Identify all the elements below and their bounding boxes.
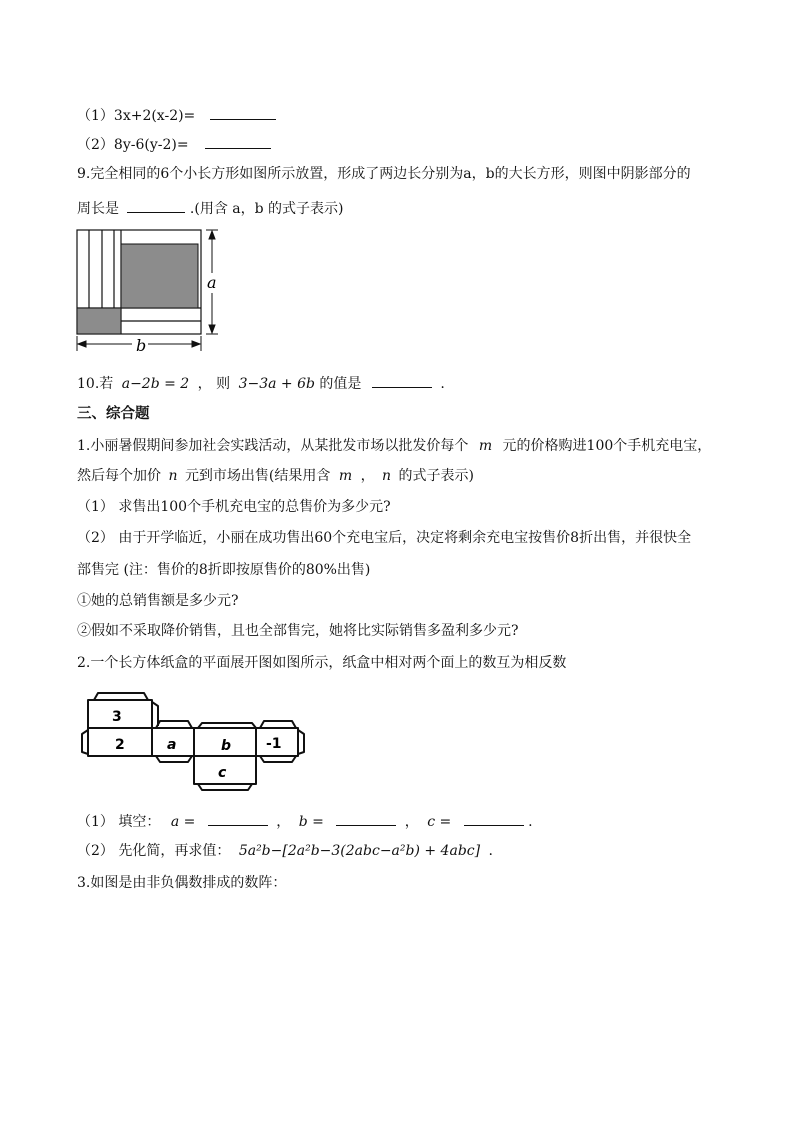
p1-text-a-post: 元的价格购进100个手机充电宝，	[502, 438, 712, 454]
p2q2-expression: 5a²b−[2a²b−3(2abc−a²b) + 4abc]	[238, 843, 481, 859]
answer-blank-a[interactable]	[208, 811, 268, 826]
sep-2: ，	[404, 814, 419, 830]
arrow-up-icon	[209, 231, 215, 239]
q10-expression: 3−3a + 6b	[238, 376, 315, 392]
q9-suffix: .(用含 a，b 的式子表示)	[189, 201, 344, 217]
problem-1-line-1	[77, 437, 711, 455]
problem-3-text: 3.如图是由非负偶数排成的数阵：	[77, 875, 287, 891]
arrow-left-icon	[78, 341, 86, 347]
answer-blank-1[interactable]	[210, 105, 276, 120]
label-a-eq: a =	[170, 814, 196, 830]
question-9-line-1: 9.完全相同的6个小长方形如图所示放置，形成了两边长分别为a，b的大长方形，则图中阴影部分的	[77, 166, 691, 182]
problem-2-part-1	[77, 811, 533, 831]
var-m-2: m	[338, 468, 353, 484]
var-n: n	[168, 468, 178, 484]
expr-1: （1）3x+2(x-2)=	[77, 108, 196, 124]
p1-text-b-end: 的式子表示)	[398, 468, 474, 484]
q10-mid: ， 则	[197, 376, 231, 392]
p2q1-end: .	[528, 814, 533, 830]
var-m: m	[478, 438, 493, 454]
sep-1: ，	[276, 814, 291, 830]
label-b-eq: b =	[298, 814, 324, 830]
p1-text-a: 1.小丽暑假期间参加社会实践活动，从某批发市场以批发价每个	[77, 438, 469, 454]
question-9-line-2	[77, 198, 344, 218]
box-net-figure	[78, 688, 308, 798]
face-label-minus-1: -1	[266, 736, 282, 752]
label-a: a	[207, 273, 217, 292]
answer-blank-b[interactable]	[336, 811, 396, 826]
face-label-c: c	[218, 765, 227, 781]
question-10	[77, 373, 445, 393]
q9-prefix: 周长是	[77, 201, 119, 217]
section-heading: 三、综合题	[77, 406, 150, 422]
p2q1-prefix: （1） 填空：	[77, 814, 161, 830]
answer-blank-q10[interactable]	[372, 373, 432, 388]
p2q2-prefix: （2） 先化简，再求值：	[77, 843, 231, 859]
problem-1-part-2-line-1: （2） 由于开学临近，小丽在成功售出60个充电宝后，决定将剩余充电宝按售价8折出售，并很快全	[77, 530, 692, 546]
face-label-a: a	[167, 737, 177, 753]
shaded-region-small	[77, 308, 121, 334]
problem-1-sub-1: ①她的总销售额是多少元?	[77, 593, 239, 609]
face-label-b: b	[221, 738, 232, 754]
arrow-right-icon	[192, 341, 200, 347]
sub-question-1	[77, 105, 276, 125]
face-label-3: 3	[112, 709, 122, 725]
answer-blank-q9[interactable]	[127, 198, 185, 213]
label-b: b	[136, 336, 147, 355]
var-n-2: n	[382, 468, 392, 484]
q10-suffix: 的值是	[319, 376, 362, 392]
problem-1-part-2-line-2: 部售完 (注：售价的8折即按原售价的80%出售)	[77, 562, 371, 578]
comma: ，	[360, 468, 375, 484]
p1-text-b-post: 元到市场出售(结果用含	[184, 468, 331, 484]
p2q2-end: .	[488, 843, 493, 859]
problem-2-text: 2.一个长方体纸盒的平面展开图如图所示，纸盒中相对两个面上的数互为相反数	[77, 655, 567, 671]
answer-blank-2[interactable]	[205, 134, 271, 149]
label-c-eq: c =	[427, 814, 452, 830]
shaded-region-large	[121, 244, 198, 308]
q10-end: .	[440, 376, 445, 392]
problem-1-sub-2: ②假如不采取降价销售，且也全部售完，她将比实际销售多盈利多少元?	[77, 623, 519, 639]
face-label-2: 2	[115, 737, 125, 753]
expr-2: （2）8y-6(y-2)=	[77, 137, 189, 153]
rectangle-figure	[70, 225, 250, 355]
sub-question-2	[77, 134, 271, 154]
arrow-down-icon	[209, 325, 215, 333]
problem-2-part-2	[77, 842, 493, 860]
p1-text-b: 然后每个加价	[77, 468, 161, 484]
q10-condition: a−2b = 2	[121, 376, 190, 392]
problem-1-line-2	[77, 467, 474, 485]
problem-1-part-1: （1） 求售出100个手机充电宝的总售价为多少元?	[77, 499, 391, 515]
answer-blank-c[interactable]	[464, 811, 524, 826]
q10-prefix: 10.若	[77, 376, 114, 392]
